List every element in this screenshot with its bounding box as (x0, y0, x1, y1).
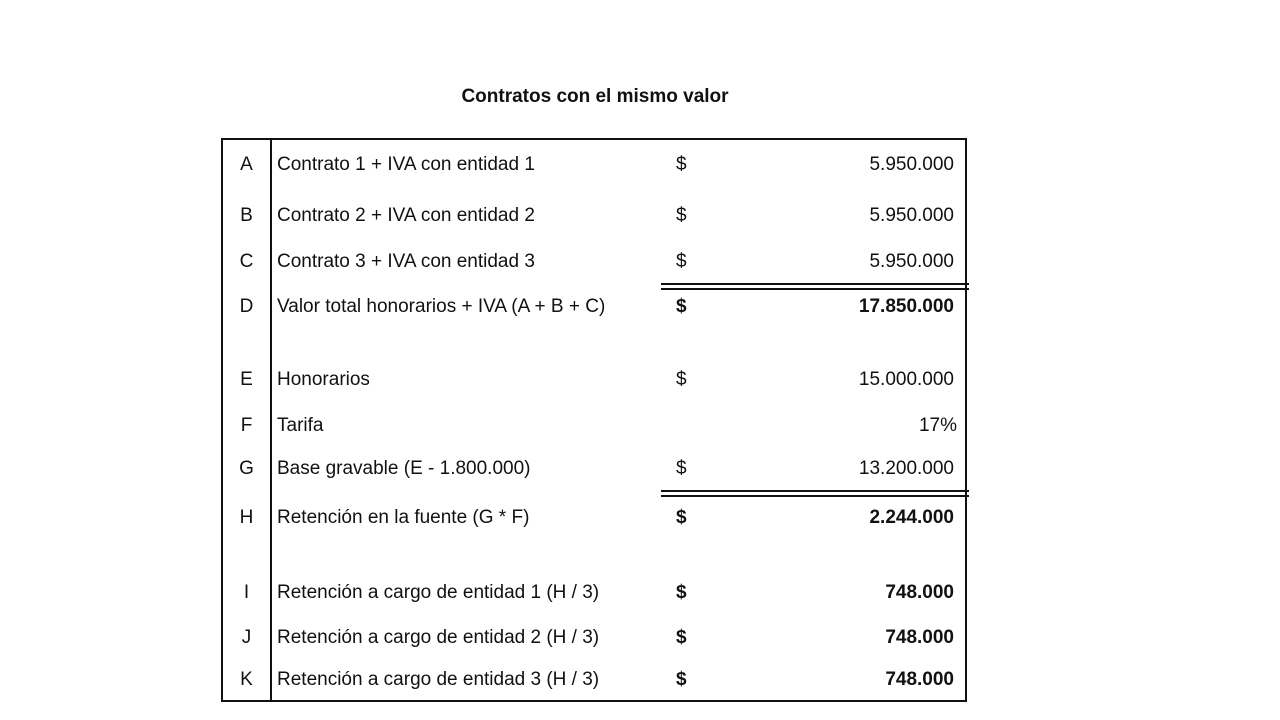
row-amount: 748.000 (885, 627, 954, 648)
row-description: Retención a cargo de entidad 2 (H / 3) (277, 627, 600, 648)
table-row-a (223, 150, 965, 180)
table-row-b (223, 201, 965, 231)
row-currency: $ (676, 669, 687, 690)
retention-double-rule (661, 490, 969, 497)
row-currency: $ (676, 296, 687, 317)
row-letter: I (243, 582, 250, 603)
table-row-c (223, 247, 965, 277)
row-currency: $ (676, 251, 687, 272)
row-amount: 5.950.000 (869, 251, 954, 272)
row-amount: 17.850.000 (858, 296, 954, 317)
row-letter: F (240, 415, 253, 436)
row-currency: $ (676, 582, 687, 603)
row-description: Tarifa (277, 415, 324, 436)
row-amount: 5.950.000 (869, 205, 954, 226)
row-letter: C (239, 251, 254, 272)
row-amount: 15.000.000 (858, 369, 954, 390)
row-amount: 5.950.000 (869, 154, 954, 175)
row-currency: $ (676, 627, 687, 648)
row-letter: H (239, 507, 254, 528)
table-row-h (223, 503, 965, 533)
row-description: Base gravable (E - 1.800.000) (277, 458, 531, 479)
row-description: Valor total honorarios + IVA (A + B + C) (277, 296, 606, 317)
table-row-f (223, 411, 965, 441)
table-row-e (223, 365, 965, 395)
row-letter: G (239, 458, 254, 479)
row-letter: J (241, 627, 252, 648)
page-title: Contratos con el mismo valor (461, 86, 729, 107)
row-description: Retención a cargo de entidad 1 (H / 3) (277, 582, 600, 603)
table-row-i (223, 578, 965, 608)
row-currency: $ (676, 154, 687, 175)
row-description: Contrato 2 + IVA con entidad 2 (277, 205, 535, 226)
row-amount: 2.244.000 (869, 507, 954, 528)
table-row-d (223, 292, 965, 322)
row-amount: 748.000 (885, 582, 954, 603)
row-description: Retención a cargo de entidad 3 (H / 3) (277, 669, 600, 690)
row-currency: $ (676, 507, 687, 528)
row-letter: D (239, 296, 254, 317)
row-amount: 748.000 (885, 669, 954, 690)
table-row-g (223, 454, 965, 484)
row-amount: 17% (918, 415, 957, 436)
retention-table (221, 138, 967, 702)
row-letter: E (240, 369, 253, 390)
row-currency: $ (676, 369, 687, 390)
row-letter: A (240, 154, 253, 175)
table-row-k (223, 665, 965, 695)
row-description: Retención en la fuente (G * F) (277, 507, 530, 528)
row-letter: K (240, 669, 253, 690)
row-amount: 13.200.000 (858, 458, 954, 479)
row-currency: $ (676, 205, 687, 226)
subtotal-double-rule (661, 283, 969, 290)
row-description: Contrato 1 + IVA con entidad 1 (277, 154, 535, 175)
row-description: Honorarios (277, 369, 370, 390)
row-description: Contrato 3 + IVA con entidad 3 (277, 251, 535, 272)
row-letter: B (240, 205, 253, 226)
table-row-j (223, 623, 965, 653)
row-currency: $ (676, 458, 687, 479)
